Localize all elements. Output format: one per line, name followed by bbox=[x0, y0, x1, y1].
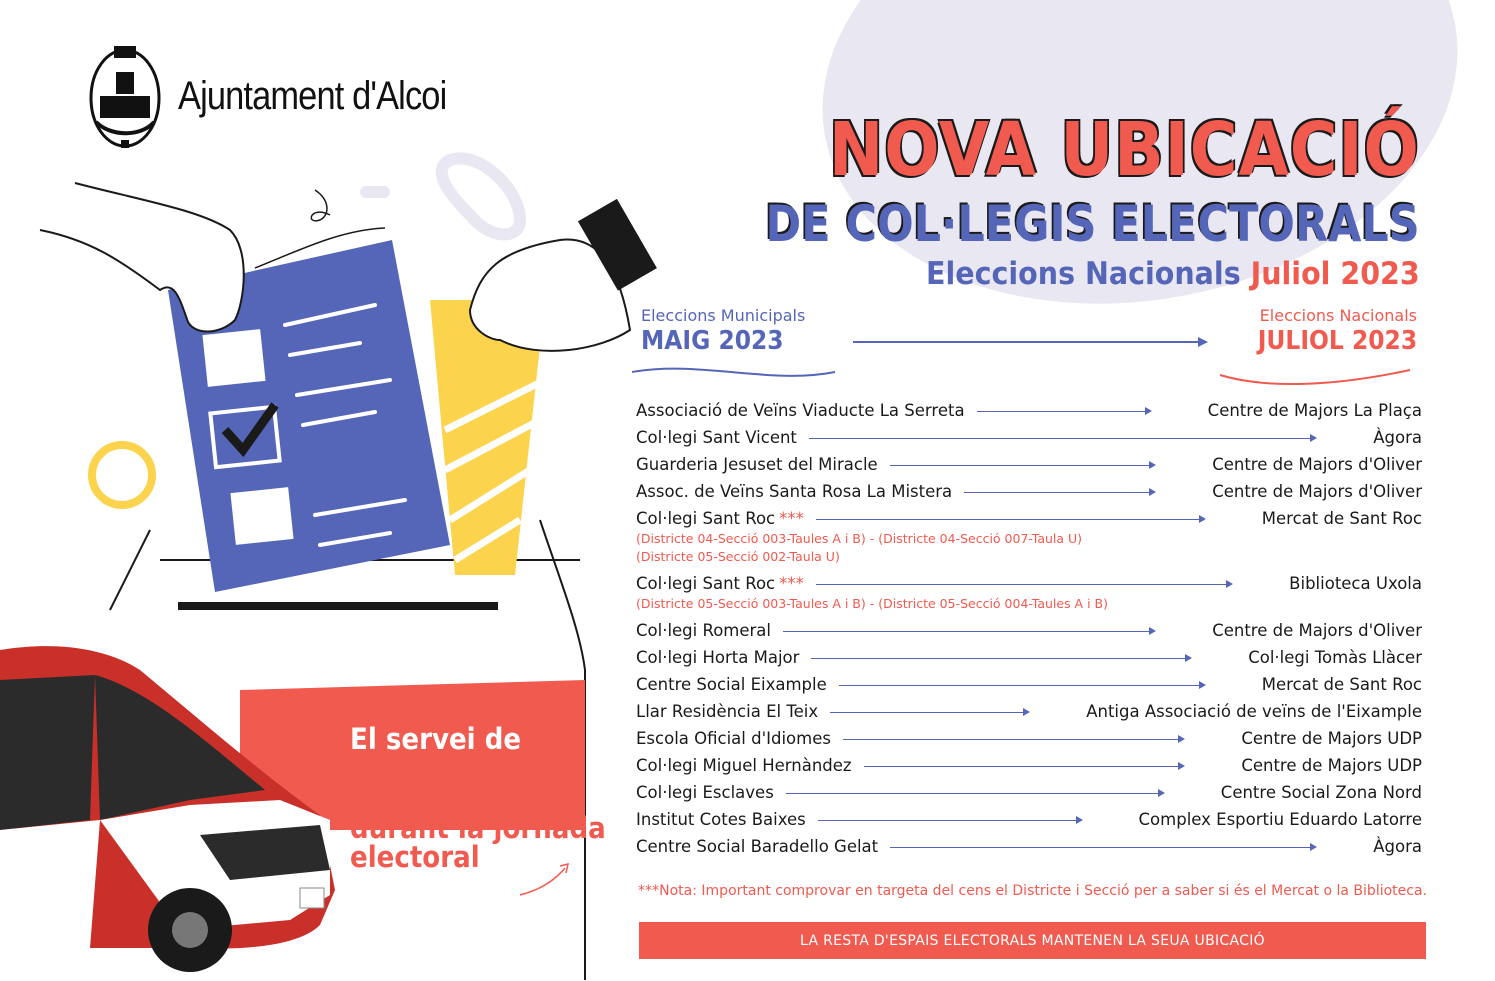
transport-line: transport urbà bbox=[350, 751, 566, 786]
checkbox-3 bbox=[230, 487, 293, 545]
transport-line: serà gratuït bbox=[350, 781, 525, 815]
district-notes bbox=[636, 530, 1422, 566]
location-changes-list bbox=[636, 397, 1422, 860]
new-location: Centre de Majors d'Oliver bbox=[1212, 455, 1422, 474]
title-block bbox=[659, 107, 1420, 292]
election-name: Eleccions Nacionals bbox=[926, 256, 1241, 292]
old-location bbox=[636, 509, 804, 528]
footnote-marker: *** bbox=[779, 574, 804, 593]
transport-line: electoral bbox=[350, 840, 480, 874]
free-transport-notice bbox=[350, 722, 606, 874]
old-location: Col·legi Horta Major bbox=[636, 648, 800, 667]
info-banner: LA RESTA D'ESPAIS ELECTORALS MANTENEN LA SEUA UBICACIÓ bbox=[639, 922, 1426, 959]
decor-ring-yellow bbox=[92, 445, 152, 505]
column-header-after-big: JULIOL 2023 bbox=[1257, 326, 1417, 356]
new-location: Centre de Majors UDP bbox=[1241, 756, 1422, 775]
old-location: Assoc. de Veïns Santa Rosa La Mistera bbox=[636, 482, 953, 501]
old-location: Centre Social Baradello Gelat bbox=[636, 837, 879, 856]
election-label bbox=[720, 256, 1420, 292]
municipality-name: Ajuntament d'Alcoi bbox=[178, 73, 447, 118]
list-item bbox=[636, 779, 1422, 806]
column-header-before bbox=[641, 306, 805, 356]
old-location: Centre Social Eixample bbox=[636, 675, 827, 694]
new-location: Centre de Majors d'Oliver bbox=[1212, 482, 1422, 501]
transport-line: El servei de bbox=[350, 722, 522, 756]
list-item bbox=[636, 752, 1422, 779]
column-header-before-big: MAIG 2023 bbox=[641, 326, 784, 356]
old-location: Llar Residència El Teix bbox=[636, 702, 819, 721]
new-location: Complex Esportiu Eduardo Latorre bbox=[1138, 810, 1422, 829]
column-header-after bbox=[1240, 306, 1417, 356]
new-location: Centre de Majors d'Oliver bbox=[1212, 621, 1422, 640]
list-item bbox=[636, 698, 1422, 725]
transport-line: durant la jornada bbox=[350, 810, 606, 845]
coat-of-arms-icon bbox=[86, 42, 164, 150]
new-location: Àgora bbox=[1373, 428, 1422, 447]
district-note: (Districte 04-Secció 003-Taules A i B) - (Districte 04-Secció 007-Taula U) bbox=[636, 531, 1083, 546]
old-location: Col·legi Miguel Hernàndez bbox=[636, 756, 852, 775]
main-title: NOVA UBICACIÓ bbox=[829, 107, 1420, 193]
list-item bbox=[636, 725, 1422, 752]
list-item bbox=[636, 806, 1422, 833]
decor-pill-grey bbox=[360, 186, 390, 198]
old-location: Guarderia Jesuset del Miracle bbox=[636, 455, 878, 474]
new-location: Mercat de Sant Roc bbox=[1261, 675, 1422, 694]
list-item bbox=[636, 478, 1422, 505]
footnote-marker: *** bbox=[779, 509, 804, 528]
list-item bbox=[636, 617, 1422, 644]
new-location: Centre Social Zona Nord bbox=[1220, 783, 1422, 802]
election-date: Juliol 2023 bbox=[1250, 256, 1420, 292]
old-location: Associació de Veïns Viaducte La Serreta bbox=[636, 401, 965, 420]
new-location: Centre de Majors La Plaça bbox=[1207, 401, 1422, 420]
old-location: Col·legi Esclaves bbox=[636, 783, 774, 802]
old-location: Col·legi Sant Vicent bbox=[636, 428, 797, 447]
old-location: Institut Cotes Baixes bbox=[636, 810, 806, 829]
column-header-after-small: Eleccions Nacionals bbox=[1259, 306, 1417, 325]
checkbox-1 bbox=[202, 329, 265, 387]
new-location: Mercat de Sant Roc bbox=[1261, 509, 1422, 528]
new-location: Centre de Majors UDP bbox=[1241, 729, 1422, 748]
old-location-name: Col·legi Sant Roc bbox=[636, 574, 776, 593]
old-location: Escola Oficial d'Idiomes bbox=[636, 729, 831, 748]
old-location-name: Col·legi Sant Roc bbox=[636, 509, 776, 528]
district-notes bbox=[636, 595, 1422, 613]
footnote: ***Nota: Important comprovar en targeta del cens el Districte i Secció per a saber si és el Mercat o la Biblioteca. bbox=[638, 883, 1427, 899]
list-item bbox=[636, 833, 1422, 860]
old-location bbox=[636, 574, 804, 593]
district-note: (Districte 05-Secció 002-Taula U) bbox=[636, 549, 840, 564]
new-location: Col·legi Tomàs Llàcer bbox=[1248, 648, 1422, 667]
ballot-slot bbox=[178, 602, 498, 610]
list-item bbox=[636, 451, 1422, 478]
list-item bbox=[636, 644, 1422, 671]
column-header-before-small: Eleccions Municipals bbox=[641, 306, 806, 325]
list-item bbox=[636, 671, 1422, 698]
list-item bbox=[636, 397, 1422, 424]
list-item bbox=[636, 570, 1422, 597]
list-item bbox=[636, 424, 1422, 451]
new-location: Antiga Associació de veïns de l'Eixample bbox=[1086, 702, 1422, 721]
left-hand bbox=[40, 183, 244, 332]
district-note: (Districte 05-Secció 003-Taules A i B) - (Districte 05-Secció 004-Taules A i B) bbox=[636, 596, 1108, 611]
subtitle: DE COL·LEGIS ELECTORALS bbox=[765, 195, 1420, 253]
municipality-logo bbox=[86, 42, 490, 150]
old-location: Col·legi Romeral bbox=[636, 621, 772, 640]
new-location: Biblioteca Uxola bbox=[1289, 574, 1422, 593]
list-item bbox=[636, 505, 1422, 532]
new-location: Àgora bbox=[1373, 837, 1422, 856]
decor-loop bbox=[442, 158, 520, 234]
